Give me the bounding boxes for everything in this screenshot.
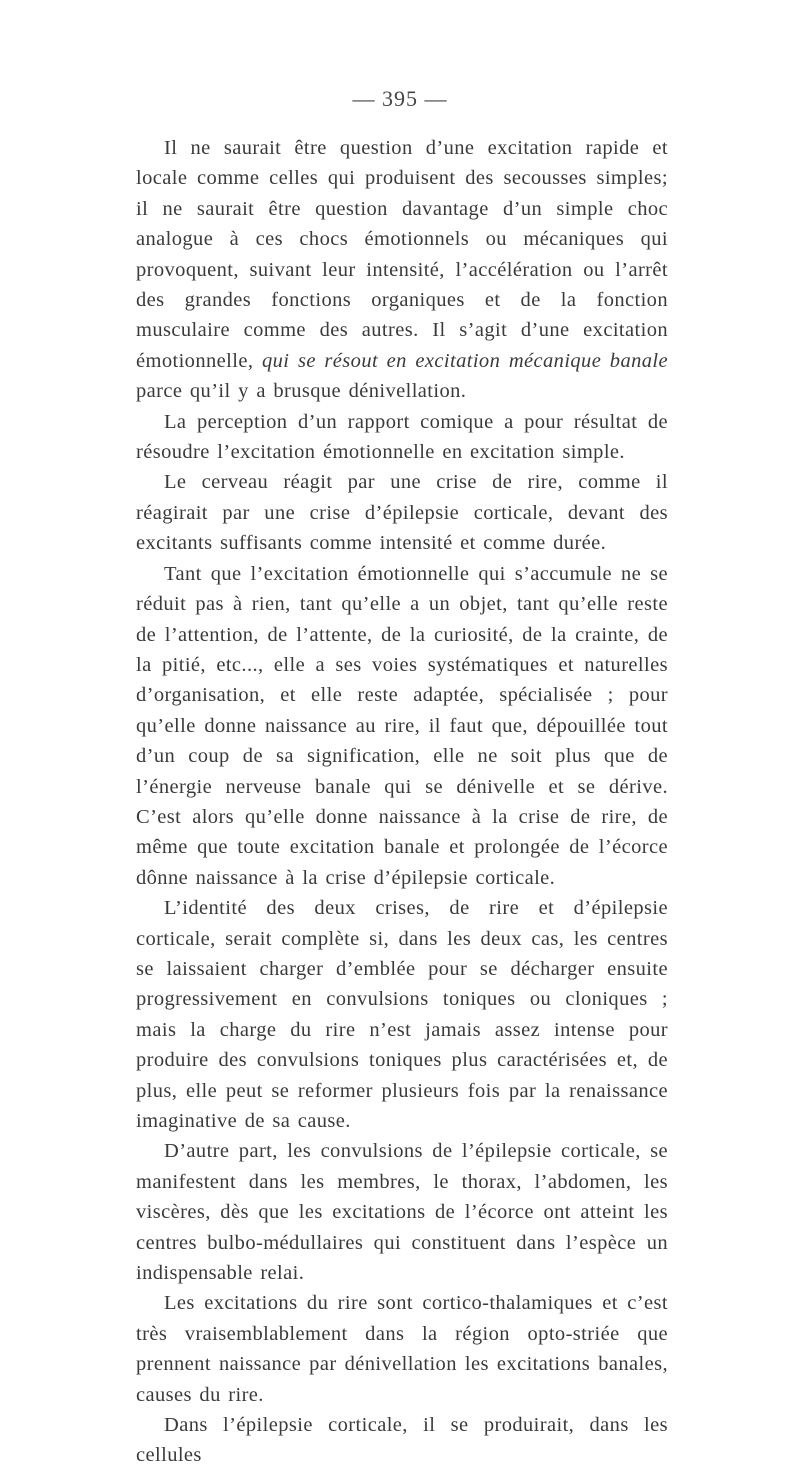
- paragraph-1-italic-phrase: qui se résout en excitation mécanique banale: [261, 349, 668, 372]
- paragraph-5: L’identité des deux crises, de rire et d’épilepsie corticale, serait complète si, dans les deux cas, les centres se laissaient charger d’emblée pour se décharger ensuite progressivement en convulsions toniques ou cloniques ; mais la charge du rire n’est jamais assez intense pour produire des convulsions toniques plus caractérisées et, de plus, elle peut se reformer plusieurs fois par la renaissance imaginative de sa cause.: [136, 897, 668, 1132]
- paragraph-4: Tant que l’excitation émotionnelle qui s’accumule ne se réduit pas à rien, tant qu’elle a un objet, tant qu’elle reste de l’attention, de l’attente, de la curiosité, de la crainte, de la pitié, etc..., elle a ses voies systématiques et naturelles d’organisation, et elle reste adaptée, spécialisée ; pour qu’elle donne naissance au rire, il faut que, dépouillée tout d’un coup de sa signification, elle ne soit plus que de l’énergie nerveuse banale qui se dénivelle et se dérive. C’est alors qu’elle donne naissance à la crise de rire, de même que toute excitation banale et prolongée de l’écorce dônne naissance à la crise d’épilepsie corticale.: [136, 562, 668, 889]
- paragraph-6: D’autre part, les convulsions de l’épilepsie corticale, se manifestent dans les membres, le thorax, l’abdomen, les viscères, dès que les excitations de l’écorce ont atteint les centres bulbo-médullaires qui constituent dans l’espèce un indispensable relai.: [136, 1140, 668, 1285]
- paragraph-1-text-a: Il ne saurait être question d’une excitation rapide et locale comme celles qui produisent des secousses simples; il ne saurait être question davantage d’un simple choc analogue à ces chocs émotionnels ou mécaniques qui provoquent, suivant leur intensité, l’accélération ou l’arrêt des grandes fonctions organiques et de la fonction musculaire comme des autres. Il s’agit d’une excitation émotionnelle,: [136, 137, 668, 372]
- paragraph-1-text-b: parce qu’il y a brusque dénivellation.: [136, 380, 467, 403]
- paragraph-7: Les excitations du rire sont cortico-thalamiques et c’est très vraisemblablement dans la région opto-striée que prennent naissance par dénivellation les excitations banales, causes du rire.: [136, 1292, 668, 1406]
- page-number: — 395 —: [352, 86, 448, 111]
- paragraph-8: Dans l’épilepsie corticale, il se produirait, dans les cellules: [136, 1414, 668, 1467]
- paragraph-1: [136, 133, 668, 407]
- paragraph-2: La perception d’un rapport comique a pour résultat de résoudre l’excitation émotionnelle en excitation simple.: [136, 410, 668, 464]
- paragraph-3: Le cerveau réagit par une crise de rire, comme il réagirait par une crise d’épilepsie corticale, devant des excitants suffisants comme intensité et comme durée.: [136, 471, 668, 555]
- body-text: [136, 133, 668, 1471]
